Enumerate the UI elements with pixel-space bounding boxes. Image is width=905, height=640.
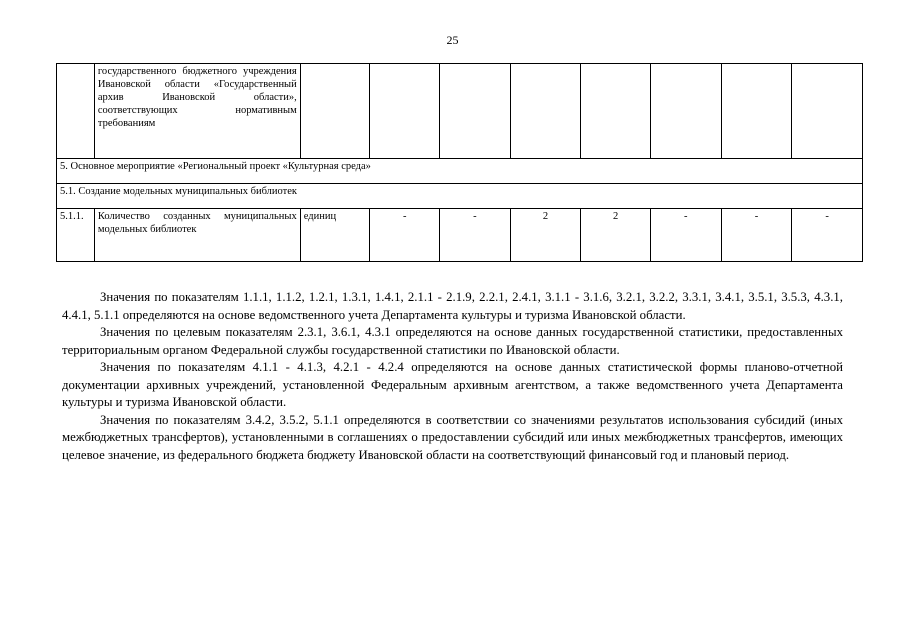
value-cell: 2 <box>510 209 581 262</box>
indicators-table <box>56 63 863 262</box>
row-number-cell: 5.1.1. <box>57 209 95 262</box>
table-row-section-5-1 <box>57 184 863 209</box>
value-cell: 2 <box>581 209 651 262</box>
value-cell <box>581 64 651 159</box>
value-cell <box>650 64 721 159</box>
page-number: 25 <box>446 33 459 47</box>
table-row-5-1-1 <box>57 209 863 262</box>
value-cell: - <box>440 209 511 262</box>
note-paragraph: Значения по целевым показателям 2.3.1, 3.6.1, 4.3.1 определяются на основе данных государственной статистики, предоставленных территориальным органом Федеральной службы государственной статистики по Ивановской области. <box>62 325 843 357</box>
table-row-continued <box>57 64 863 159</box>
value-cell <box>440 64 511 159</box>
value-cell <box>370 64 440 159</box>
value-cell <box>792 64 863 159</box>
indicator-name-cell: государственного бюджетного учреждения Ивановской области «Государственный архив Ивановской области», соответствующих нормативным требованиям <box>94 64 300 159</box>
note-paragraph: Значения по показателям 1.1.1, 1.1.2, 1.2.1, 1.3.1, 1.4.1, 2.1.1 - 2.1.9, 2.2.1, 2.4.1, 3.1.1 - 3.1.6, 3.2.1, 3.2.2, 3.3.1, 3.4.1, 3.5.1, 3.5.3, 4.3.1, 4.4.1, 5.1.1 определяются на основе ведомственного учета Департамента культуры и туризма Ивановской области. <box>62 290 843 322</box>
table-row-section-5 <box>57 159 863 184</box>
value-cell <box>510 64 581 159</box>
value-cell: - <box>721 209 792 262</box>
value-cell: - <box>792 209 863 262</box>
value-cell <box>721 64 792 159</box>
note-paragraph: Значения по показателям 3.4.2, 3.5.2, 5.1.1 определяются в соответствии со значениями результатов использования субсидий (иных межбюджетных трансфертов), установленными в соглашениях о предоставлении субсидий или иных межбюджетных трансфертов, имеющих целевое значение, из федерального бюджета бюджету Ивановской области на соответствующий финансовый год и плановый период. <box>62 412 843 462</box>
unit-cell: единиц <box>300 209 370 262</box>
subsection-heading: 5.1. Создание модельных муниципальных библиотек <box>57 184 863 209</box>
value-cell: - <box>370 209 440 262</box>
notes-section <box>62 289 843 464</box>
value-cell: - <box>650 209 721 262</box>
row-number-cell <box>57 64 95 159</box>
note-paragraph: Значения по показателям 4.1.1 - 4.1.3, 4.2.1 - 4.2.4 определяются на основе данных статистической формы планово-отчетной документации архивных учреждений, установленной Федеральным архивным агентством, а также ведомственного учета Департамента культуры и туризма Ивановской области. <box>62 360 843 409</box>
unit-cell <box>300 64 370 159</box>
section-heading: 5. Основное мероприятие «Региональный проект «Культурная среда» <box>57 159 863 184</box>
indicator-name-cell: Количество созданных муниципальных модельных библиотек <box>94 209 300 262</box>
